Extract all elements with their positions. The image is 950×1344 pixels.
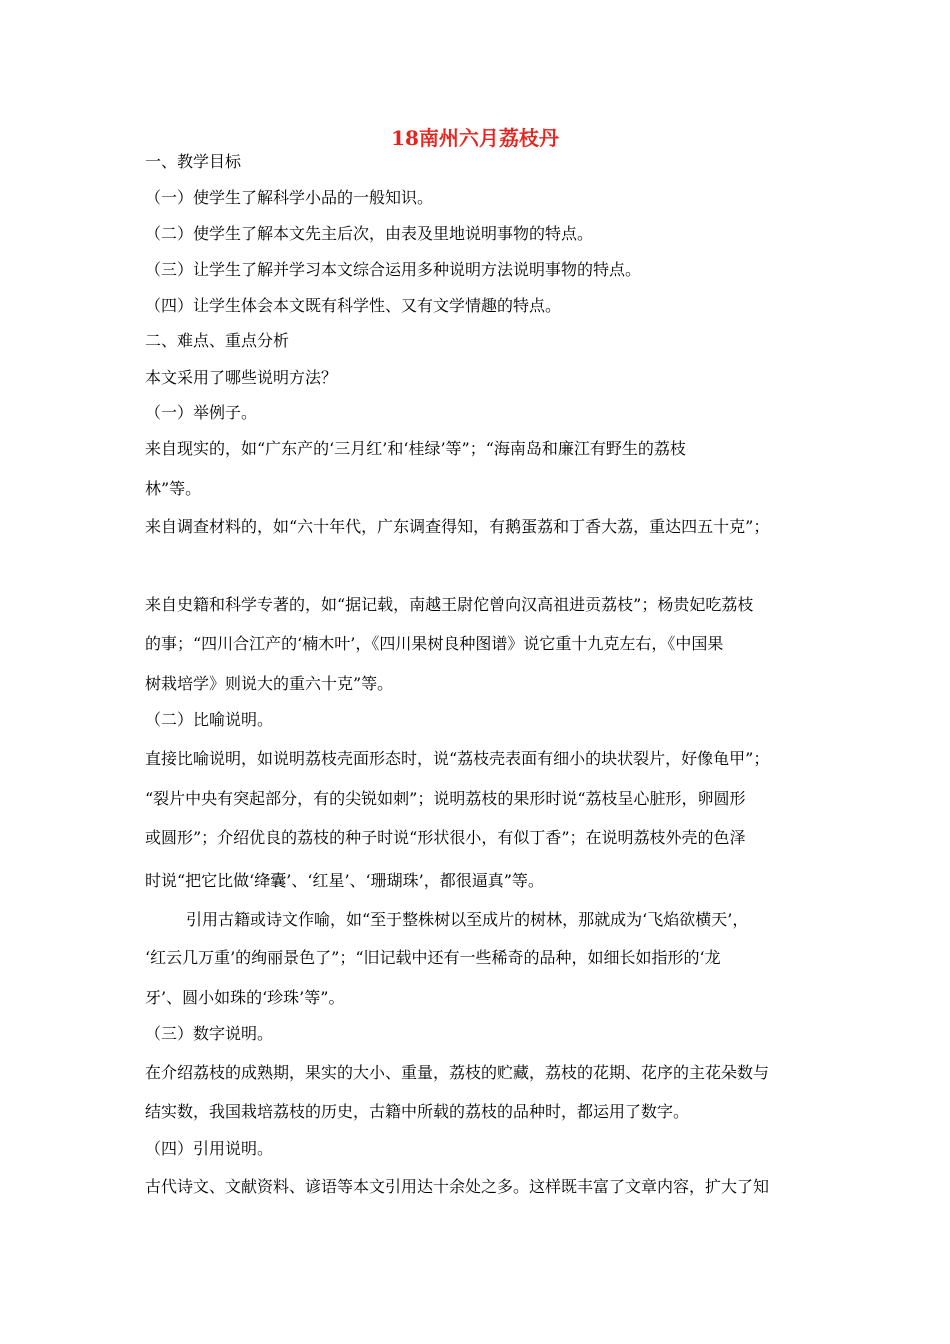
objective-item: （一）使学生了解科学小品的一般知识。 [145, 188, 434, 207]
paragraph-line: 引用古籍或诗文作喻，如“至于整株树以至成片的树林，那就成为‘飞焰欲横天’， [186, 910, 749, 929]
objective-item: （四）让学生体会本文既有科学性、又有文学情趣的特点。 [145, 296, 562, 315]
paragraph-line: 来自现实的，如“广东产的‘三月红’和‘桂绿’等”；“海南岛和廉江有野生的荔枝 [145, 439, 686, 458]
subheading: （三）数字说明。 [145, 1024, 274, 1043]
paragraph-line: 时说“把它比做‘绛囊’、‘红星’、‘珊瑚珠’，都很逼真”等。 [145, 871, 544, 890]
subheading: （二）比喻说明。 [145, 710, 274, 729]
subheading: （四）引用说明。 [145, 1139, 274, 1158]
section-heading-analysis: 二、难点、重点分析 [145, 331, 290, 350]
paragraph-line: “裂片中央有突起部分，有的尖锐如刺”；说明荔枝的果形时说“荔枝呈心脏形，卵圆形 [145, 789, 746, 808]
paragraph-line: 在介绍荔枝的成熟期，果实的大小、重量，荔枝的贮藏，荔枝的花期、花序的主花朵数与 [145, 1063, 770, 1082]
paragraph-line: 树栽培学》则说大的重六十克”等。 [145, 674, 394, 693]
paragraph-line: 本文采用了哪些说明方法？ [145, 368, 338, 387]
paragraph-line: 牙’、圆小如珠的‘珍珠’等”。 [145, 988, 345, 1007]
paragraph-line: 直接比喻说明，如说明荔枝壳面形态时，说“荔枝壳表面有细小的块状裂片，好像龟甲”； [145, 749, 770, 768]
paragraph-line: 或圆形”；介绍优良的荔枝的种子时说“形状很小，有似丁香”；在说明荔枝外壳的色泽 [145, 828, 746, 847]
section-heading-objectives: 一、教学目标 [145, 152, 242, 171]
objective-item: （二）使学生了解本文先主后次，由表及里地说明事物的特点。 [145, 224, 594, 243]
paragraph-line: ‘红云几万重’的绚丽景色了”；“旧记载中还有一些稀奇的品种，如细长如指形的‘龙 [145, 948, 721, 967]
paragraph-line: 的事；“四川合江产的‘楠木叶’，《四川果树良种图谱》说它重十九克左右，《中国果 [145, 634, 724, 653]
objective-item: （三）让学生了解并学习本文综合运用多种说明方法说明事物的特点。 [145, 260, 642, 279]
paragraph-line: 来自史籍和科学专著的，如“据记载，南越王尉佗曾向汉高祖进贡荔枝”；杨贵妃吃荔枝 [145, 595, 754, 614]
paragraph-line: 林”等。 [145, 479, 202, 498]
paragraph-line: 古代诗文、文献资料、谚语等本文引用达十余处之多。这样既丰富了文章内容，扩大了知 [145, 1177, 770, 1196]
document-title: 18南州六月荔枝丹 [391, 126, 559, 150]
subheading: （一）举例子。 [145, 403, 258, 422]
paragraph-line: 来自调查材料的，如“六十年代，广东调查得知，有鹅蛋荔和丁香大荔，重达四五十克”； [145, 517, 770, 536]
paragraph-line: 结实数，我国栽培荔枝的历史，古籍中所载的荔枝的品种时，都运用了数字。 [145, 1102, 690, 1121]
